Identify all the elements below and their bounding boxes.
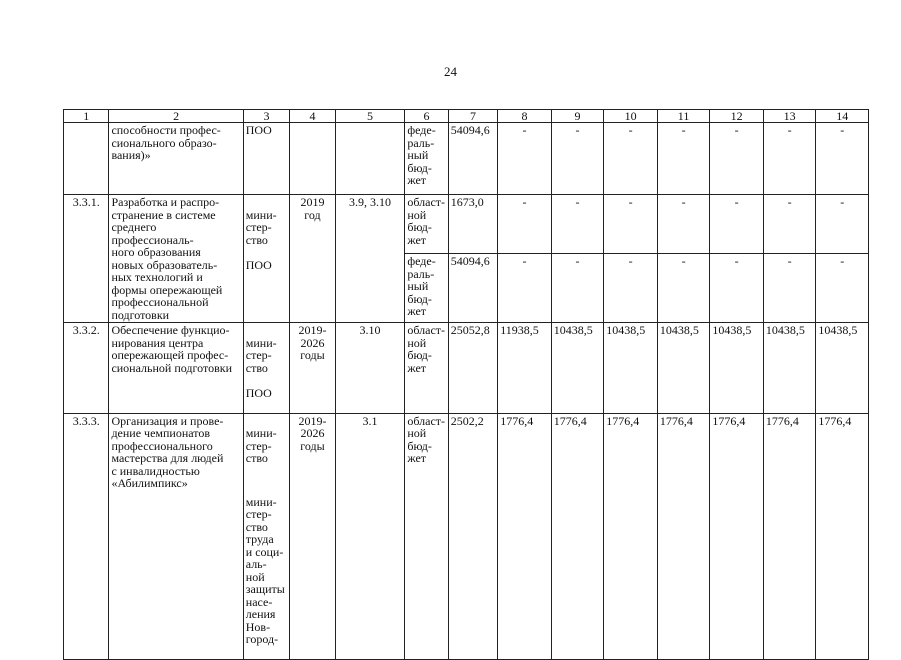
item-number-cell: 3.3.2.: [64, 323, 109, 414]
year-value-cell: 10438,5: [816, 323, 869, 414]
year-value-cell: 10438,5: [710, 323, 764, 414]
header-cell: 2: [109, 110, 243, 123]
year-value-cell: -: [498, 195, 552, 254]
year-value-cell: -: [816, 123, 869, 195]
executor-cell: ПОО: [243, 123, 289, 195]
year-value-cell: -: [604, 195, 658, 254]
item-number-cell: 3.3.3.: [64, 413, 109, 660]
header-cell: 8: [498, 110, 552, 123]
year-value-cell: 1776,4: [604, 413, 658, 660]
year-value-cell: 11938,5: [498, 323, 552, 414]
year-value-cell: -: [551, 123, 604, 195]
header-cell: 1: [64, 110, 109, 123]
executor-spacer: [246, 477, 287, 483]
executor-poo: ПОО: [245, 257, 272, 272]
table-row: [64, 123, 869, 195]
table-row: [64, 323, 869, 414]
executor-ministry: мини- стер- ство: [245, 335, 277, 375]
period-cell: 2019- 2026 годы: [290, 413, 335, 660]
header-cell: 4: [290, 110, 335, 123]
year-value-cell: -: [498, 123, 552, 195]
year-value-cell: -: [498, 254, 552, 323]
year-value-cell: -: [816, 195, 869, 254]
year-value-cell: -: [604, 123, 658, 195]
item-number-cell: [64, 123, 109, 195]
program-activities-table: [63, 109, 869, 660]
year-value-cell: -: [763, 254, 816, 323]
year-value-cell: -: [604, 254, 658, 323]
executor-cell: [243, 323, 289, 414]
funding-source-cell: област- ной бюд- жет: [405, 195, 448, 254]
year-value-cell: 10438,5: [657, 323, 710, 414]
period-cell: 2019- 2026 годы: [290, 323, 335, 414]
activity-name-cell: способности профес- сионального образо- вания)»: [109, 123, 243, 195]
header-cell: 5: [335, 110, 405, 123]
funding-source-cell: феде- раль- ный бюд- жет: [405, 123, 448, 195]
header-cell: 10: [604, 110, 658, 123]
executor-cell: [243, 195, 289, 323]
activity-name-cell: Разработка и распро- странение в системе среднего профессиональ- ного образования новых образователь- ных технологий и формы опережающей профессиональной подготовки: [109, 195, 243, 323]
target-cell: 3.10: [335, 323, 405, 414]
year-value-cell: -: [710, 195, 764, 254]
item-number-cell: 3.3.1.: [64, 195, 109, 323]
executor-labour-ministry: мини- стер- ство труда и соци- аль- ной защиты насе- ления Нов- город-: [245, 494, 285, 646]
year-value-cell: 10438,5: [763, 323, 816, 414]
target-cell: 3.9, 3.10: [335, 195, 405, 323]
header-cell: 3: [243, 110, 289, 123]
executor-ministry: мини- стер- ство: [245, 426, 277, 465]
activity-name-cell: Организация и прове- дение чемпионатов профессионального мастерства для людей с инвалидностью «Абилимпикс»: [109, 413, 243, 660]
total-cell: 2502,2: [448, 413, 497, 660]
page-number: 24: [444, 64, 457, 79]
year-value-cell: -: [551, 254, 604, 323]
funding-source-cell: област- ной бюд- жет: [405, 323, 448, 414]
year-value-cell: -: [657, 254, 710, 323]
table-row: [64, 195, 869, 254]
executor-ministry: мини- стер- ство: [245, 207, 277, 247]
year-value-cell: -: [551, 195, 604, 254]
year-value-cell: 1776,4: [710, 413, 764, 660]
total-cell: 25052,8: [448, 323, 497, 414]
year-value-cell: -: [763, 123, 816, 195]
column-number-row: [64, 110, 869, 123]
header-cell: 14: [816, 110, 869, 123]
year-value-cell: 1776,4: [816, 413, 869, 660]
header-cell: 9: [551, 110, 604, 123]
target-cell: [335, 123, 405, 195]
header-cell: 13: [763, 110, 816, 123]
header-cell: 7: [448, 110, 497, 123]
funding-source-cell: област- ной бюд- жет: [405, 413, 448, 660]
period-cell: [290, 123, 335, 195]
year-value-cell: -: [816, 254, 869, 323]
total-cell: 54094,6: [448, 254, 497, 323]
year-value-cell: 10438,5: [604, 323, 658, 414]
executor-cell: [243, 413, 289, 660]
funding-source-cell: феде- раль- ный бюд- жет: [405, 254, 448, 323]
total-cell: 1673,0: [448, 195, 497, 254]
year-value-cell: -: [710, 254, 764, 323]
year-value-cell: -: [657, 195, 710, 254]
period-cell: 2019 год: [290, 195, 335, 323]
year-value-cell: -: [763, 195, 816, 254]
year-value-cell: 1776,4: [551, 413, 604, 660]
executor-poo: ПОО: [245, 385, 272, 400]
year-value-cell: -: [710, 123, 764, 195]
year-value-cell: 1776,4: [763, 413, 816, 660]
year-value-cell: 10438,5: [551, 323, 604, 414]
year-value-cell: 1776,4: [657, 413, 710, 660]
header-cell: 6: [405, 110, 448, 123]
target-cell: 3.1: [335, 413, 405, 660]
total-cell: 54094,6: [448, 123, 497, 195]
activity-name-cell: Обеспечение функцио- нирования центра опережающей профес- сиональной подготовки: [109, 323, 243, 414]
header-cell: 11: [657, 110, 710, 123]
year-value-cell: -: [657, 123, 710, 195]
table-row: [64, 413, 869, 660]
year-value-cell: 1776,4: [498, 413, 552, 660]
header-cell: 12: [710, 110, 764, 123]
